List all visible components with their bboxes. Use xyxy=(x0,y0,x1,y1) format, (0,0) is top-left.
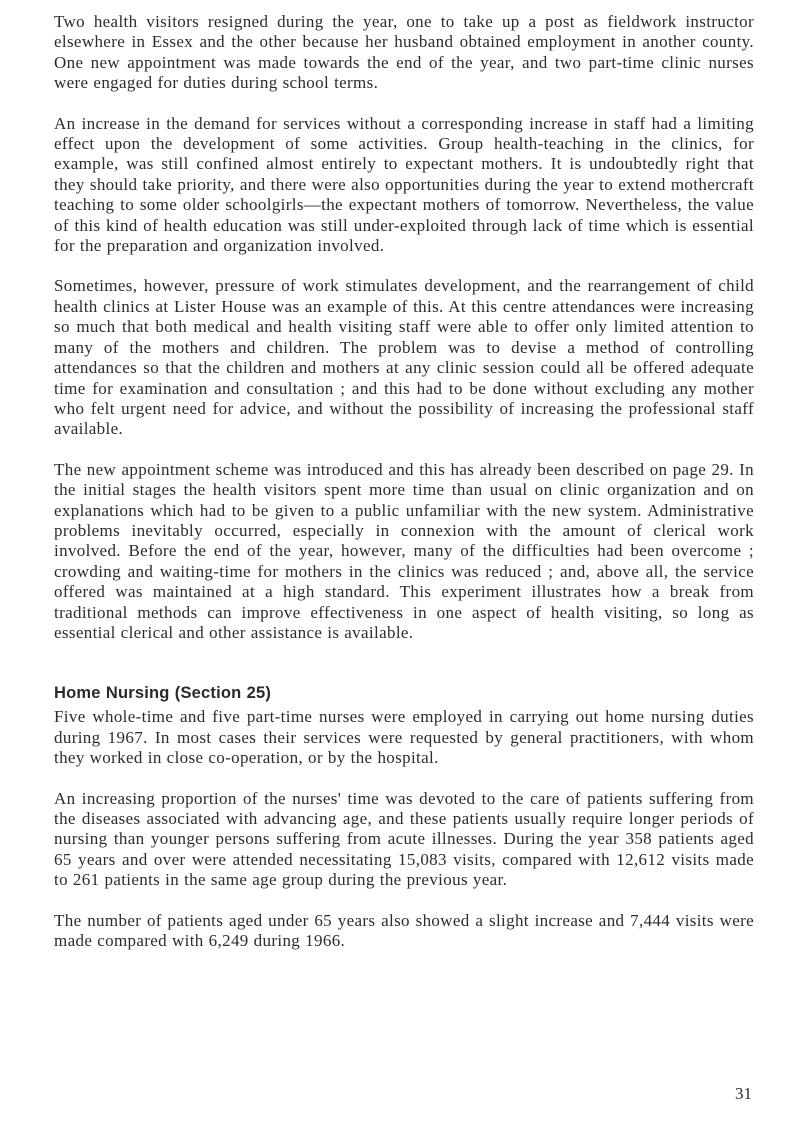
paragraph-pressure-of-work: Sometimes, however, pressure of work stimulates development, and the rearrangement of child health clinics at Lister House was an example of this. At this centre attendances were increasing so much that both medical and health visiting staff were able to offer only limited attention to many of the mothers and children. The problem was to devise a method of controlling attendances so that the children and mothers at any clinic session could all be offered adequate time for examination and consultation ; and this had to be done without excluding any mother who felt urgent need for advice, and without the possibility of increasing the professional staff available. xyxy=(54,276,754,439)
paragraph-appointment-scheme: The new appointment scheme was introduced and this has already been described on page 29. In the initial stages the health visitors spent more time than usual on clinic organization and on explanations which had to be given to a public unfamiliar with the new system. Administrative problems inevitably occurred, especially in connexion with the amount of clerical work involved. Before the end of the year, however, many of the difficulties had been overcome ; crowding and waiting-time for mothers in the clinics was reduced ; and, above all, the service offered was maintained at a high standard. This experiment illustrates how a break from traditional methods can improve effectiveness in one aspect of health visiting, so long as essential clerical and other assistance is available. xyxy=(54,459,754,642)
paragraph-advancing-age-care: An increasing proportion of the nurses' time was devoted to the care of patients suffering from the diseases associated with advancing age, and these patients usually require longer periods of nursing than younger persons suffering from acute illnesses. During the year 358 patients aged 65 years and over were attended necessitating 15,083 visits, compared with 12,612 visits made to 261 patients in the same age group during the previous year. xyxy=(54,788,754,890)
section-heading-home-nursing: Home Nursing (Section 25) xyxy=(54,684,272,703)
document-page xyxy=(54,12,754,951)
paragraph-under-65-visits: The number of patients aged under 65 years also showed a slight increase and 7,444 visits were made compared with 6,249 during 1966. xyxy=(54,910,754,951)
page-number: 31 xyxy=(735,1084,752,1103)
paragraph-nurses-employed: Five whole-time and five part-time nurses were employed in carrying out home nursing duties during 1967. In most cases their services were requested by general practitioners, with whom they worked in close co-operation, or by the hospital. xyxy=(54,707,754,768)
paragraph-health-visitors-resigned: Two health visitors resigned during the year, one to take up a post as fieldwork instructor elsewhere in Essex and the other because her husband obtained employment in another county. One new appointment was made towards the end of the year, and two part-time clinic nurses were engaged for duties during school terms. xyxy=(54,12,754,93)
paragraph-demand-for-services: An increase in the demand for services without a corresponding increase in staff had a limiting effect upon the development of some activities. Group health-teaching in the clinics, for example, was still confined almost entirely to expectant mothers. It is undoubtedly right that they should take priority, and there were also opportunities during the year to extend mothercraft teaching to some older schoolgirls—the expectant mothers of tomorrow. Nevertheless, the value of this kind of health education was still under-exploited through lack of time which is essential for the preparation and organization involved. xyxy=(54,113,754,256)
